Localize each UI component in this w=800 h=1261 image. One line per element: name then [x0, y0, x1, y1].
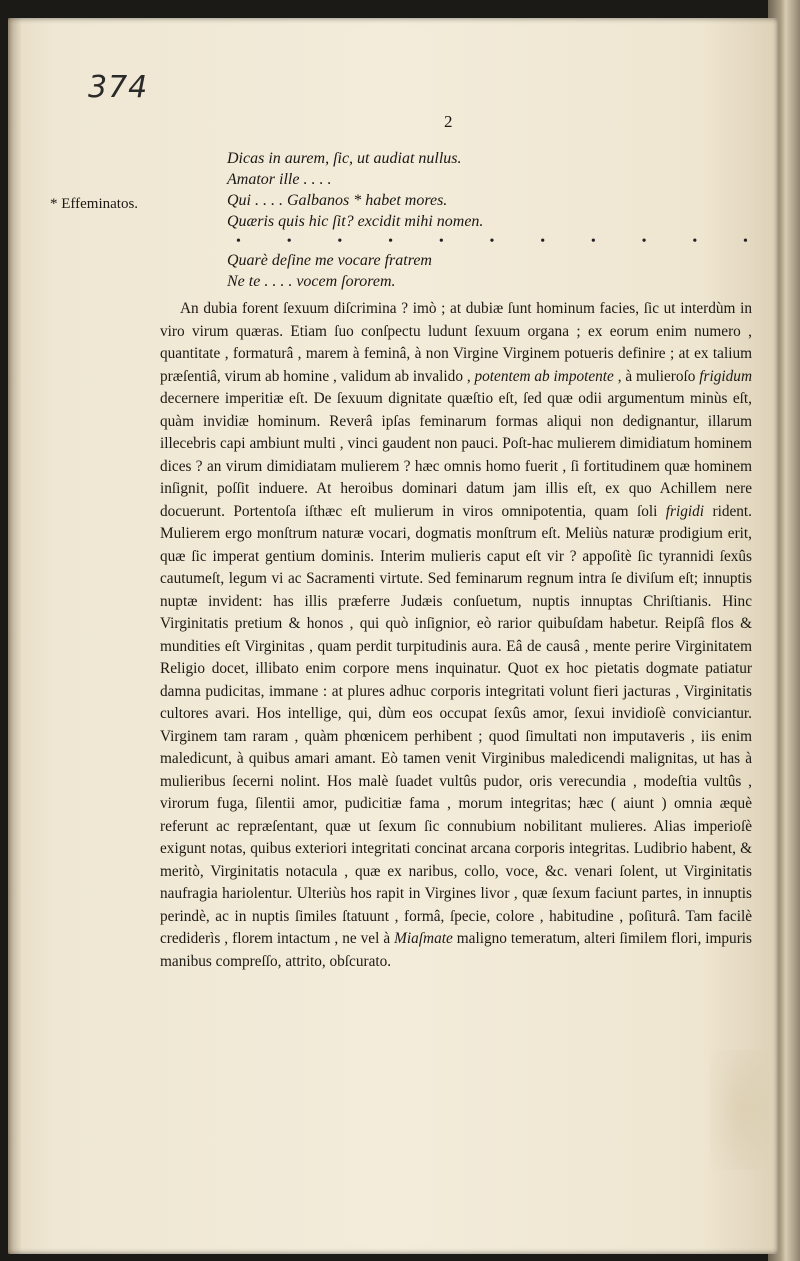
- dot: •: [337, 234, 343, 249]
- dot: •: [540, 234, 546, 249]
- verse-line: Quæris quis hic ſit? excidit mihi nomen.: [227, 213, 484, 230]
- verse-line: Qui . . . . Galbanos * habet mores.: [227, 192, 448, 209]
- prose-text: maligno temeratum, alteri ſimilem flori, impuris manibus compreſſo, attrito, obſcurato.: [160, 930, 753, 970]
- prose-italic: Miaſmate: [394, 930, 453, 947]
- ellipsis-row: [236, 234, 748, 250]
- prose-body: [160, 298, 752, 973]
- prose-text: An dubia forent ſexuum diſcrimina ? imò ; at dubiæ ſunt hominum facies, ſic ut interdùm in viro virum quæras. Etiam ſuo conſpectu ludunt ſexuum organa ; ex eorum enim numero , quantitate , formaturâ , marem à feminâ, à non Virgine Virginem potueris definire ; at ex talium præſentiâ, virum ab homine , validum ab invalido ,: [160, 300, 752, 385]
- dot: •: [438, 234, 444, 249]
- handwritten-page-number: 374: [88, 70, 149, 105]
- dot: •: [641, 234, 647, 249]
- verse-line: Dicas in aurem, ſic, ut audiat nullus.: [227, 150, 462, 167]
- prose-italic: frigidi: [665, 502, 705, 520]
- dot: •: [286, 234, 292, 249]
- dot: •: [692, 234, 698, 249]
- paragraph: [160, 298, 752, 973]
- page-gutter-shadow: [8, 18, 22, 1254]
- printed-page-number: 2: [444, 112, 453, 131]
- verse-block: [227, 148, 747, 232]
- verse-line: Ne te . . . . vocem ſororem.: [227, 273, 396, 290]
- verse-line: Amator ille . . . .: [227, 171, 332, 188]
- prose-text: rident. Mulierem ergo monſtrum naturæ vocari, dogmatis monſtrum eſt. Meliùs naturæ prodigium erit, quæ ſic imperat gentium dominis. Interim mulieris caput eſt vir ? appoſitè ſic tyrannidi ſexûs cautumeſt, legum vi ac Sacramenti virtute. Sed feminarum regnum intra ſe diviſum eſt; innuptis nuptæ invident: has illis præferre Judæis conſuetum, nuptis innuptas Chriſtianis. Hinc Virginitatis pretium & honos , qui quò inſignior, eò rarior quibuſdam habetur. Reipſâ flos & mundities eſt Virginitas , quam perdit turpitudinis aura. Eâ de causâ , mente perire Virginitatem Religio docet, illibato enim corpore mens inquinatur. Quot ex hoc pietatis dogmate patiatur damna pudicitas, immane : at plures adhuc corporis integritati volunt fieri jacturas , Virginitatis cultores avari. Hos intellige, qui, dùm eos occupat ſexûs amor, ſexui invidioſè conviciantur. Virginem tam raram , quàm phœnicem perhibent ; quod ſimultati non imputaveris , iis enim maledicunt, à quibus amari amant. Eò tamen venit Virginibus maledicendi malignitas, ut has à mulieribus ſecerni nolint. Hos malè ſuadet vultûs pudor, oris verecundia , modeſtia vultûs , virorum fuga, ſilentii amor, pudicitiæ fama , morum integritas; hæc ( aiunt ) omnia æquè referunt ac repræſentant, quæ ut ſexum ſic connubium nobilitant mulieres. Alias imperioſè exigunt notas, quibus exteriori integritati concinat arcana corporis integritas. Ludibrio habent, & meritò, Virginitatis notacula , quæ ex naribus, collo, voce, &c. venari ſolent, ut Virginitatis naufragia hariolentur. Ulteriùs hos rapit in Virgines livor , quæ ſexum faciunt partes, in innuptis perindè, ac in nuptis ſimiles ſtatuunt , formâ, ſpecie, colore , habitudine , poſiturâ. Tam facilè crediderìs , florem intactum , ne vel à: [160, 502, 752, 947]
- dot: •: [236, 234, 241, 249]
- margin-note: * Effeminatos.: [50, 196, 139, 212]
- prose-italic: potentem ab impotente: [474, 367, 614, 385]
- dot: •: [743, 234, 748, 249]
- dot: •: [388, 234, 394, 249]
- prose-italic: frigidum: [699, 367, 752, 385]
- verse-block-after: [227, 250, 747, 292]
- dot: •: [489, 234, 495, 249]
- prose-text: decernere imperitiæ eſt. De ſexuum dignitate quæſtio eſt, ſed quæ odii argumentum minùs eſt, quàm invidiæ hominum. Reverâ ipſas feminarum formas aliqui non dedignantur, illarum illecebris capi ambiunt multi , vinci gaudent non pauci. Poſt-hac mulierem dimidiatum hominem dices ? an virum dimidiatam mulierem ? hæc omnis homo fuerit , ſi fortitudinem quæ hominem inſignit, poſſit induere. At heroibus dominari datum jam illis eſt, ex quo Achillem nere docuerunt. Portentoſa iſthæc eſt mulierum in viros omnipotentia, quam ſoli: [160, 390, 752, 520]
- paper-stain: [710, 1050, 770, 1170]
- prose-text: , à mulieroſo: [617, 367, 696, 385]
- dot: •: [590, 234, 596, 249]
- verse-line: Quarè deſine me vocare fratrem: [227, 252, 432, 269]
